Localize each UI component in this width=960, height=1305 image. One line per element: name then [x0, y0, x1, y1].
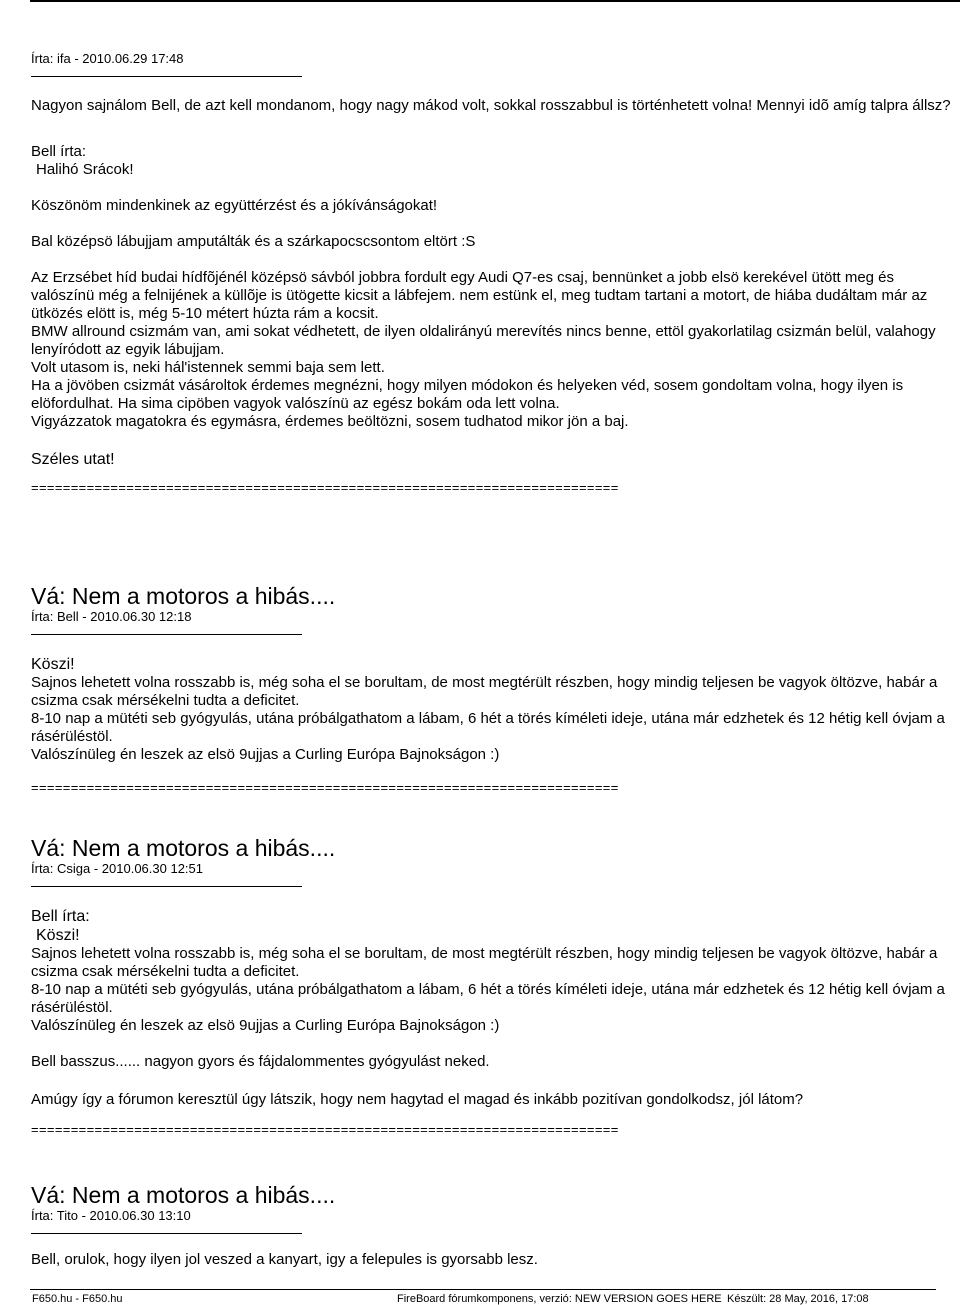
post-title: Vá: Nem a motoros a hibás.... — [31, 835, 336, 861]
byline-separator — [31, 1233, 302, 1234]
post-text: BMW allround csizmám van, ami sokat védhetett, de ilyen oldalirányú merevítés nincs benne, ettöl gyakorlatilag csizmán belül, valahogy lenyíródott az egyik lábujjam. — [31, 323, 936, 358]
quote-line: Köszi! — [36, 927, 80, 944]
post-text: Volt utasom is, neki hál'istennek semmi baja sem lett. — [31, 359, 385, 376]
post-closing: Széles utat! — [31, 451, 115, 468]
post-text: Ha a jövöben csizmát vásároltok érdemes megnézni, hogy milyen módokon és helyeken véd, sosem gondoltam volna, hogy ilyen is elöfordulhat. Ha sima cipöben vagyok valószínü az egész bokám oda lett volna. — [31, 377, 904, 412]
post-text: Az Erzsébet híd budai hídfõjénél középsö sávból jobbra fordult egy Audi Q7-es csaj, bennünket a jobb elsö kerekével ütött meg és valószínü még a felnijének a küllõje is ütögette kicsit a lábfejem. nem estünk el, meg tudtam tartani a motort, de hiába dudáltam már az ütközés elött is, még 5-10 métert húzta rám a kocsit. — [31, 269, 928, 322]
post-text: Sajnos lehetett volna rosszabb is, még soha el se borultam, de most megtérült részben, hogy mindig teljesen be vagyok öltözve, habár a csizma csak mérsékelni tudta a deficitet. — [31, 674, 938, 709]
post-byline: Írta: Bell - 2010.06.30 12:18 — [31, 609, 192, 624]
post-title: Vá: Nem a motoros a hibás.... — [31, 583, 336, 609]
quote-header: Bell írta: — [31, 908, 90, 925]
post-title: Vá: Nem a motoros a hibás.... — [31, 1182, 336, 1208]
quote-line: Halihó Srácok! — [36, 161, 134, 178]
page-footer — [30, 1289, 936, 1305]
post-separator: ========================================================================== — [31, 1123, 619, 1136]
post-byline: Írta: Tito - 2010.06.30 13:10 — [31, 1208, 191, 1223]
post-text: Köszi! — [31, 656, 75, 673]
post-text: 8-10 nap a mütéti seb gyógyulás, utána próbálgathatom a lábam, 6 hét a törés kíméleti ideje, utána már edzhetek és 12 hétig kell óvjam a rásérüléstöl. — [31, 710, 945, 745]
post-text: Valószínüleg én leszek az elsö 9ujjas a Curling Európa Bajnokságon :) — [31, 746, 500, 763]
quote-line: Köszönöm mindenkinek az együttérzést és a jókívánságokat! — [31, 197, 438, 214]
post-csiga — [31, 835, 956, 1136]
byline-separator — [31, 886, 302, 887]
quote-line: Valószínüleg én leszek az elsö 9ujjas a Curling Európa Bajnokságon :) — [31, 1017, 500, 1034]
byline-separator — [31, 634, 302, 635]
post-text: Nagyon sajnálom Bell, de azt kell mondanom, hogy nagy mákod volt, sokkal rosszabbul is történhetett volna! Mennyi idõ amíg talpra állsz? — [31, 97, 951, 114]
post-bell — [31, 583, 956, 794]
footer-component: FireBoard fórumkomponens, verzió: NEW VERSION GOES HERE — [397, 1293, 722, 1305]
post-separator: ========================================================================== — [31, 781, 619, 794]
post-byline: Írta: Csiga - 2010.06.30 12:51 — [31, 861, 204, 876]
quote-line: Bal középsö lábujjam amputálták és a szárkapocscsontom eltört :S — [31, 233, 476, 250]
quote-line: Sajnos lehetett volna rosszabb is, még soha el se borultam, de most megtérült részben, hogy mindig teljesen be vagyok öltözve, habár a csizma csak mérsékelni tudta a deficitet. — [31, 945, 938, 980]
reply-text: Bell basszus...... nagyon gyors és fájdalommentes gyógyulást neked. — [31, 1053, 490, 1070]
quote-header: Bell írta: — [31, 143, 87, 160]
post-byline: Írta: ifa - 2010.06.29 17:48 — [31, 51, 184, 66]
top-rule — [30, 0, 960, 2]
post-ifa — [31, 51, 956, 494]
quote-line: 8-10 nap a mütéti seb gyógyulás, utána próbálgathatom a lábam, 6 hét a törés kíméleti ideje, utána már edzhetek és 12 hétig kell óvjam a rásérüléstöl. — [31, 981, 945, 1016]
footer-generated: Készült: 28 May, 2016, 17:08 — [727, 1293, 869, 1305]
post-separator: ========================================================================== — [31, 481, 619, 494]
post-tito — [31, 1182, 956, 1269]
footer-site: F650.hu - F650.hu — [32, 1293, 123, 1305]
post-text: Bell, orulok, hogy ilyen jol veszed a kanyart, igy a felepules is gyorsabb lesz. — [31, 1251, 538, 1268]
post-text: Vigyázzatok magatokra és egymásra, érdemes beöltözni, sosem tudhatod mikor jön a baj. — [31, 413, 629, 430]
reply-text: Amúgy így a fórumon keresztül úgy látszik, hogy nem hagytad el magad és inkább pozitívan gondolkodsz, jól látom? — [31, 1091, 804, 1108]
byline-separator — [31, 76, 302, 77]
